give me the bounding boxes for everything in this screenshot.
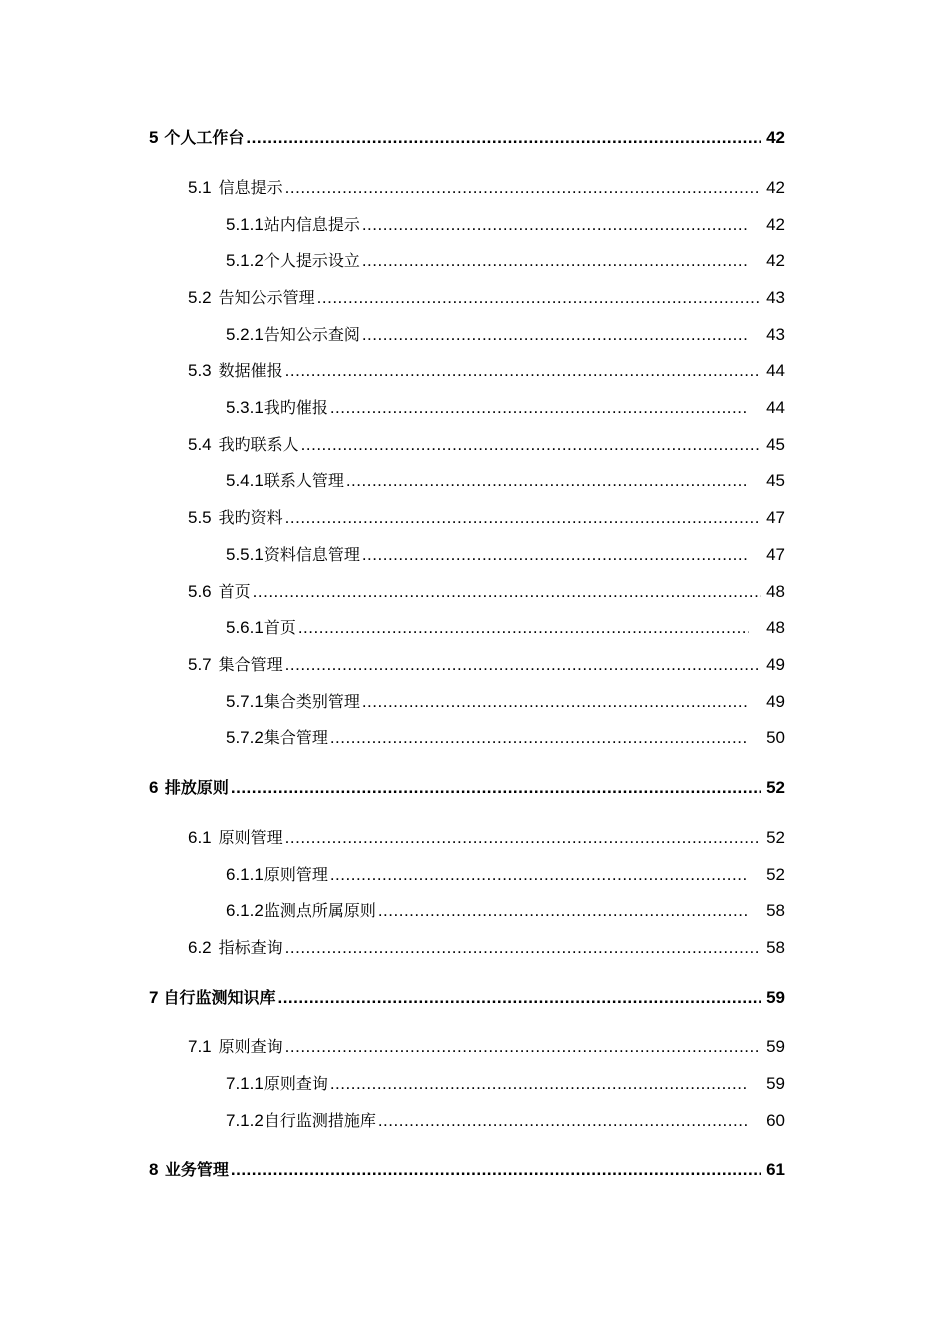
toc-page-number: 43 (766, 288, 785, 307)
toc-entry-8[interactable] (149, 1159, 785, 1181)
toc-title: 排放原则 (164, 778, 229, 797)
toc-title: 我旳联系人 (218, 435, 299, 454)
toc-entry-5-7[interactable] (188, 654, 785, 676)
toc-title: 指标查询 (218, 938, 283, 957)
toc-page-number: 59 (766, 988, 785, 1007)
toc-leader-dots (317, 287, 761, 309)
toc-title: 站内信息提示 (263, 215, 360, 234)
toc-page-number: 44 (766, 361, 785, 380)
toc-title: 自行监测知识库 (163, 988, 276, 1007)
toc-number: 6.1 (188, 828, 212, 847)
toc-entry-5-6[interactable] (188, 581, 785, 603)
toc-page-number: 61 (766, 1160, 785, 1179)
toc-number: 5.7.1 (226, 692, 264, 711)
toc-entry-5-1-2[interactable] (226, 250, 785, 272)
toc-entry-5-3-1[interactable] (226, 397, 785, 419)
toc-page-number: 42 (766, 128, 785, 147)
toc-number: 5.2 (188, 288, 212, 307)
toc-leader-dots (378, 1110, 749, 1132)
toc-entry-5-1[interactable] (188, 177, 785, 199)
toc-title: 告知公示管理 (218, 288, 315, 307)
toc-title: 联系人管理 (263, 471, 344, 490)
toc-page-number: 42 (766, 251, 785, 270)
toc-entry-6[interactable] (149, 777, 785, 799)
toc-page-number: 48 (766, 582, 785, 601)
toc-number: 8 (149, 1160, 159, 1179)
toc-number: 5.4 (188, 435, 212, 454)
toc-page-number: 43 (766, 325, 785, 344)
toc-number: 5.3.1 (226, 398, 264, 417)
toc-leader-dots (378, 900, 749, 922)
toc-entry-5-3[interactable] (188, 360, 785, 382)
toc-entry-6-2[interactable] (188, 937, 785, 959)
toc-leader-dots (298, 617, 749, 639)
toc-entry-5-2-1[interactable] (226, 324, 785, 346)
toc-leader-dots (285, 937, 761, 959)
toc-leader-dots (362, 214, 749, 236)
toc-title: 原则管理 (218, 828, 283, 847)
toc-page-number: 60 (766, 1111, 785, 1130)
toc-leader-dots (330, 397, 749, 419)
toc-leader-dots (231, 777, 761, 799)
toc-number: 5.2.1 (226, 325, 264, 344)
toc-entry-7[interactable] (149, 987, 785, 1009)
toc-page-number: 49 (766, 655, 785, 674)
toc-title: 首页 (263, 618, 296, 637)
toc-leader-dots (246, 127, 761, 149)
toc-leader-dots (285, 654, 761, 676)
toc-leader-dots (362, 691, 749, 713)
toc-entry-7-1-1[interactable] (226, 1073, 785, 1095)
toc-title: 个人工作台 (164, 128, 245, 147)
toc-number: 6.2 (188, 938, 212, 957)
toc-number: 5.4.1 (226, 471, 264, 490)
toc-title: 自行监测措施库 (263, 1111, 376, 1130)
toc-entry-7-1[interactable] (188, 1036, 785, 1058)
toc-page-number: 47 (766, 508, 785, 527)
toc-title: 告知公示查阅 (263, 325, 360, 344)
toc-leader-dots (285, 1036, 761, 1058)
toc-leader-dots (330, 727, 749, 749)
toc-number: 5.1.1 (226, 215, 264, 234)
toc-page-number: 45 (766, 471, 785, 490)
toc-leader-dots (362, 544, 749, 566)
toc-title: 我旳资料 (218, 508, 283, 527)
toc-leader-dots (231, 1159, 761, 1181)
toc-page-number: 58 (766, 901, 785, 920)
toc-title: 我旳催报 (263, 398, 328, 417)
toc-page-number: 59 (766, 1037, 785, 1056)
toc-number: 5 (149, 128, 159, 147)
toc-title: 首页 (218, 582, 251, 601)
toc-entry-5-6-1[interactable] (226, 617, 785, 639)
toc-leader-dots (301, 434, 761, 456)
toc-number: 5.1 (188, 178, 212, 197)
toc-entry-5[interactable] (149, 127, 785, 149)
toc-number: 5.7.2 (226, 728, 264, 747)
toc-title: 原则管理 (263, 865, 328, 884)
toc-entry-5-7-2[interactable] (226, 727, 785, 749)
toc-number: 5.6 (188, 582, 212, 601)
toc-title: 资料信息管理 (263, 545, 360, 564)
toc-title: 监测点所属原则 (263, 901, 376, 920)
toc-title: 业务管理 (164, 1160, 229, 1179)
toc-number: 5.7 (188, 655, 212, 674)
toc-page-number: 52 (766, 865, 785, 884)
toc-leader-dots (330, 864, 749, 886)
toc-page-number: 48 (766, 618, 785, 637)
toc-entry-6-1[interactable] (188, 827, 785, 849)
toc-number: 6.1.2 (226, 901, 264, 920)
toc-title: 集合管理 (263, 728, 328, 747)
toc-page-number: 58 (766, 938, 785, 957)
toc-leader-dots (330, 1073, 749, 1095)
toc-leader-dots (285, 507, 761, 529)
toc-number: 6 (149, 778, 159, 797)
toc-title: 原则查询 (263, 1074, 328, 1093)
toc-leader-dots (285, 827, 761, 849)
toc-entry-5-2[interactable] (188, 287, 785, 309)
toc-leader-dots (362, 250, 749, 272)
toc-entry-7-1-2[interactable] (226, 1110, 785, 1132)
toc-entry-5-4-1[interactable] (226, 470, 785, 492)
toc-number: 5.1.2 (226, 251, 264, 270)
toc-number: 7.1.1 (226, 1074, 264, 1093)
toc-leader-dots (362, 324, 749, 346)
toc-entry-6-1-1[interactable] (226, 864, 785, 886)
toc-leader-dots (285, 360, 761, 382)
toc-leader-dots (285, 177, 761, 199)
toc-entry-5-5-1[interactable] (226, 544, 785, 566)
toc-page-number: 49 (766, 692, 785, 711)
toc-page-number: 59 (766, 1074, 785, 1093)
toc-title: 数据催报 (218, 361, 283, 380)
toc-number: 6.1.1 (226, 865, 264, 884)
toc-page-number: 42 (766, 215, 785, 234)
toc-entry-5-5[interactable] (188, 507, 785, 529)
toc-number: 5.5 (188, 508, 212, 527)
toc-page-number: 52 (766, 828, 785, 847)
toc-page-number: 47 (766, 545, 785, 564)
toc-title: 信息提示 (218, 178, 283, 197)
toc-number: 5.5.1 (226, 545, 264, 564)
toc-entry-5-4[interactable] (188, 434, 785, 456)
toc-title: 集合类别管理 (263, 692, 360, 711)
toc-leader-dots (277, 987, 761, 1009)
toc-entry-5-7-1[interactable] (226, 691, 785, 713)
toc-entry-5-1-1[interactable] (226, 214, 785, 236)
toc-page-number: 50 (766, 728, 785, 747)
toc-title: 个人提示设立 (263, 251, 360, 270)
toc-page-number: 42 (766, 178, 785, 197)
toc-number: 7.1 (188, 1037, 212, 1056)
toc-leader-dots (346, 470, 749, 492)
toc-leader-dots (253, 581, 761, 603)
toc-number: 7.1.2 (226, 1111, 264, 1130)
toc-number: 5.6.1 (226, 618, 264, 637)
toc-page-number: 45 (766, 435, 785, 454)
toc-number: 5.3 (188, 361, 212, 380)
toc-page-number: 52 (766, 778, 785, 797)
toc-page-number: 44 (766, 398, 785, 417)
toc-title: 集合管理 (218, 655, 283, 674)
toc-title: 原则查询 (218, 1037, 283, 1056)
toc-number: 7 (149, 988, 159, 1007)
toc-entry-6-1-2[interactable] (226, 900, 785, 922)
